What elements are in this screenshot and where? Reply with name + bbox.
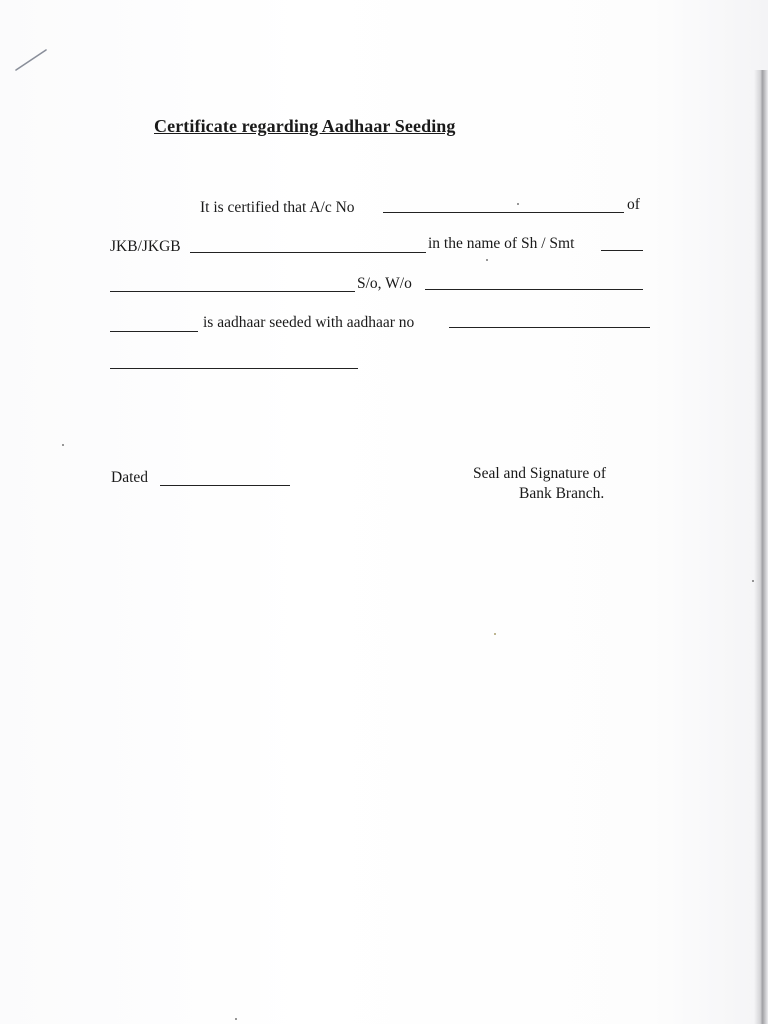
parent-spouse-name-blank-end[interactable]	[110, 331, 198, 332]
signature-line1: Seal and Signature of	[473, 465, 607, 482]
certificate-title: Certificate regarding Aadhaar Seeding	[154, 116, 456, 136]
holder-name-blank-start[interactable]	[601, 250, 643, 251]
aadhaar-number-blank-end[interactable]	[110, 368, 358, 369]
line2-middle: in the name of Sh / Smt	[428, 235, 575, 252]
line2-prefix: JKB/JKGB	[110, 238, 181, 255]
line1-suffix: of	[627, 196, 640, 213]
line1-prefix: It is certified that A/c No	[200, 199, 355, 216]
date-blank[interactable]	[160, 485, 290, 486]
dated-label: Dated	[111, 469, 149, 486]
scan-speck	[62, 444, 64, 446]
pen-stroke-mark	[14, 46, 50, 72]
signature-line2: Bank Branch.	[519, 485, 605, 502]
holder-name-blank[interactable]	[110, 291, 355, 292]
account-number-blank[interactable]	[383, 212, 624, 213]
line3-middle: S/o, W/o	[357, 275, 412, 292]
scan-speck	[517, 203, 519, 205]
scan-speck	[752, 580, 754, 582]
line4-middle: is aadhaar seeded with aadhaar no	[203, 314, 415, 331]
scan-speck	[486, 259, 488, 261]
scan-speck	[235, 1018, 237, 1020]
parent-spouse-name-blank[interactable]	[425, 289, 643, 290]
aadhaar-number-blank[interactable]	[449, 327, 650, 328]
bank-branch-blank[interactable]	[190, 252, 426, 253]
page-edge-shadow	[754, 70, 768, 1024]
scan-speck	[494, 633, 496, 635]
